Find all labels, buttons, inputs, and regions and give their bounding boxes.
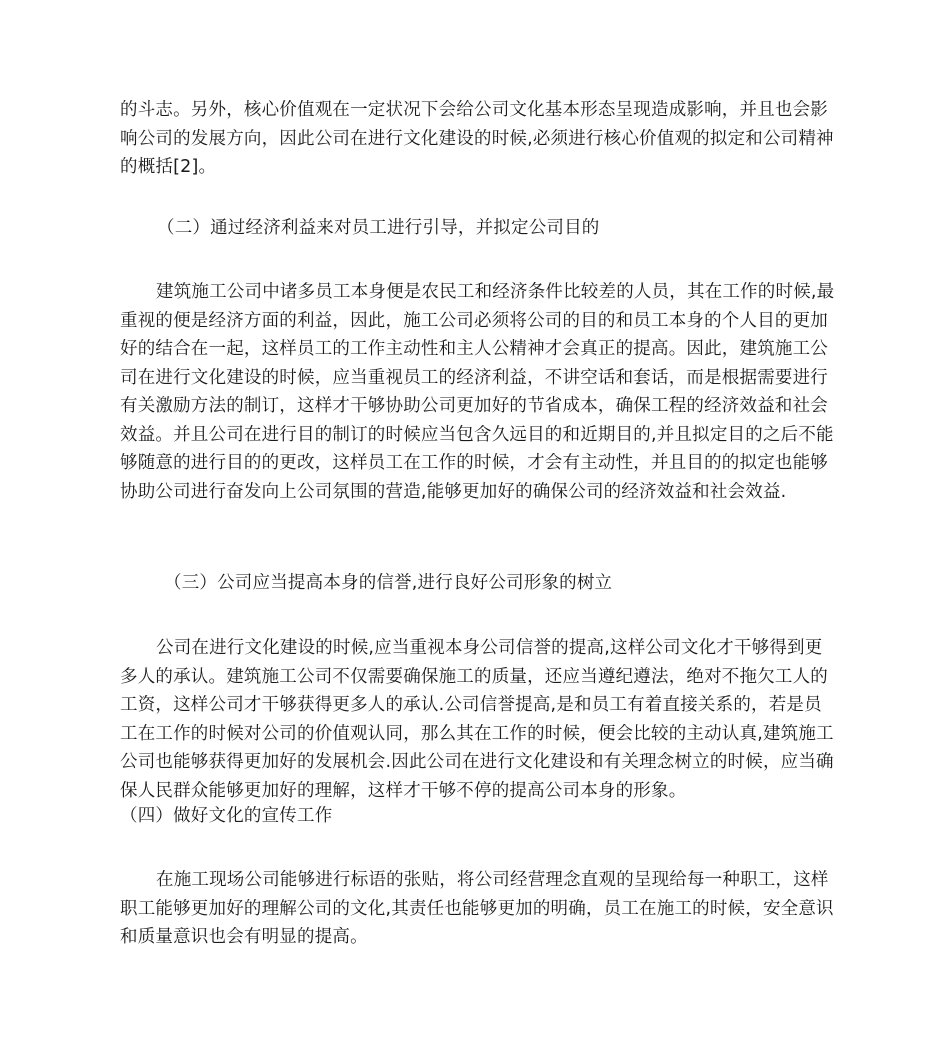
paragraph-section-2: 建筑施工公司中诸多员工本身便是农民工和经济条件比较差的人员，其在工作的时候,最重视的便是经济方面的利益，因此，施工公司必须将公司的目的和员工本身的个人目的更加好的结合在一起，这样员工的工作主动性和主人公精神才会真正的提高。因此，建筑施工公司在进行文化建设的时候，应当重视员工的经济利益，不讲空话和套话，而是根据需要进行有关激励方法的制订，这样才干够协助公司更加好的节省成本，确保工程的经济效益和社会效益。并且公司在进行目的制订的时候应当包含久远目的和近期目的,并且拟定目的之后不能够随意的进行目的的更改，这样员工在工作的时候，才会有主动性，并且目的的拟定也能够协助公司进行奋发向上公司氛围的营造,能够更加好的确保公司的经济效益和社会效益. (120, 282, 835, 502)
paragraph-intro-tail: 的斗志。另外，核心价值观在一定状况下会给公司文化基本形态呈现造成影响，并且也会影响公司的发展方向，因此公司在进行文化建设的时候,必须进行核心价值观的拟定和公司精神的概括[2]。 (120, 100, 834, 177)
paragraph-section-4: 在施工现场公司能够进行标语的张贴，将公司经营理念直观的呈现给每一种职工，这样职工能够更加好的理解公司的文化,其责任也能够更加的明确，员工在施工的时候，安全意识和质量意识也会有明显的提高。 (120, 870, 834, 947)
paragraph-section-3: 公司在进行文化建设的时候,应当重视本身公司信誉的提高,这样公司文化才干够得到更多人的承认。建筑施工公司不仅需要确保施工的质量，还应当遵纪遵法，绝对不拖欠工人的工资，这样公司才干够获得更多人的承认.公司信誉提高,是和员工有着直接关系的，若是员工在工作的时候对公司的价值观认同，那么其在工作的时候，便会比较的主动认真,建筑施工公司也能够获得更加好的发展机会.因此公司在进行文化建设和有关理念树立的时候，应当确保人民群众能够更加好的理解，这样才干够不停的提高公司本身的形象。 (120, 638, 834, 801)
section-heading-2: （二）通过经济利益来对员工进行引导，并拟定公司目的 (157, 218, 600, 238)
section-heading-3: （三）公司应当提高本身的信誉,进行良好公司形象的树立 (164, 573, 613, 593)
section-heading-4: （四）做好文化的宣传工作 (120, 806, 333, 826)
